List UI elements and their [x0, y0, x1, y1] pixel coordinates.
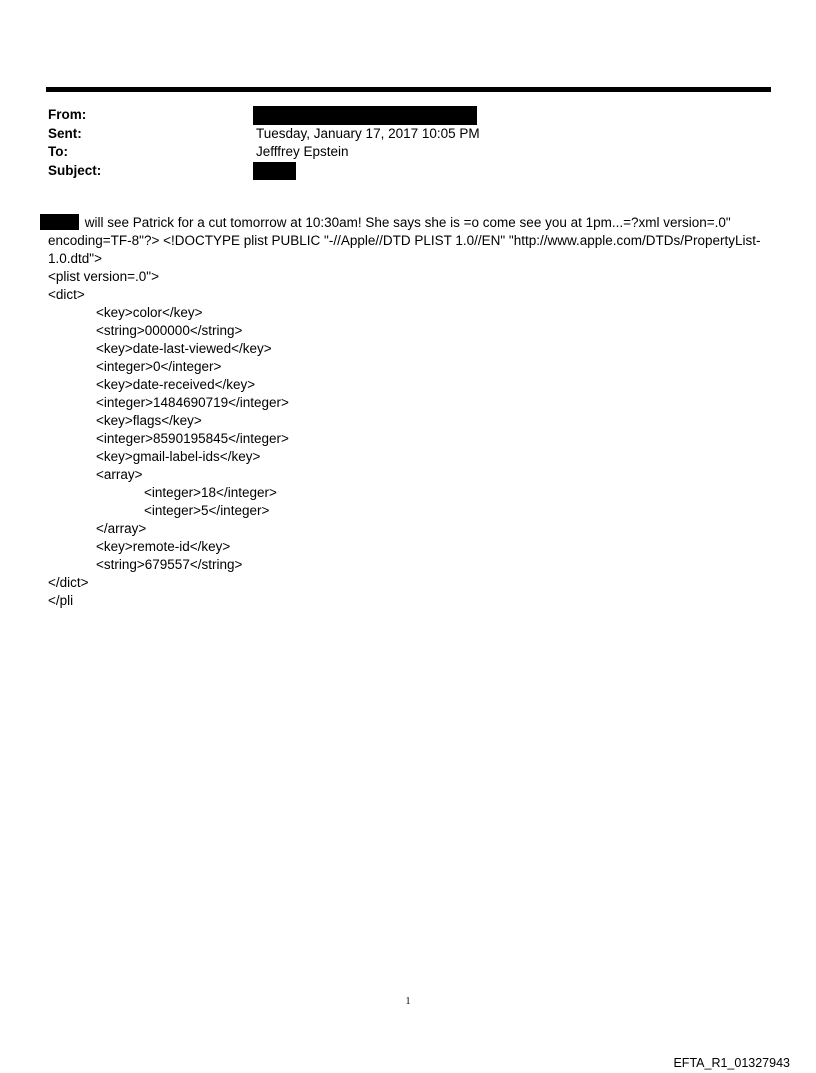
body-line: <integer>0</integer>	[96, 359, 222, 374]
sent-row	[48, 125, 748, 144]
page-number: 1	[405, 996, 411, 1007]
body-line: </pli	[48, 593, 74, 608]
body-line: <key>remote-id</key>	[96, 539, 231, 554]
body-line: <dict>	[48, 287, 85, 302]
body-line: <integer>1484690719</integer>	[96, 395, 289, 410]
body-line	[48, 214, 778, 232]
header-rule	[46, 87, 771, 92]
body-line: </array>	[96, 521, 147, 536]
body-line: <key>flags</key>	[96, 413, 202, 428]
body-line: <key>date-received</key>	[96, 377, 256, 392]
body-line: <integer>8590195845</integer>	[96, 431, 289, 446]
body-line: <key>gmail-label-ids</key>	[96, 449, 261, 464]
body-line: <integer>5</integer>	[144, 503, 270, 518]
document-id: EFTA_R1_01327943	[673, 1056, 790, 1070]
body-text: will see Patrick for a cut tomorrow at 10:30am! She says she is =o come see you at 1pm...=?xml version=.0"	[81, 215, 731, 230]
body-line: <string>000000</string>	[96, 323, 243, 338]
body-line: <plist version=.0">	[48, 269, 159, 284]
email-header	[48, 106, 748, 180]
redacted-sender	[253, 106, 477, 125]
redacted-subject	[253, 162, 296, 180]
body-line: encoding=TF-8"?> <!DOCTYPE plist PUBLIC "-//Apple//DTD PLIST 1.0//EN" "http://www.apple.com/DTDs/PropertyList-	[48, 233, 761, 248]
to-row	[48, 143, 748, 162]
body-line: <array>	[96, 467, 143, 482]
body-line: 1.0.dtd">	[48, 251, 102, 266]
email-body	[48, 214, 778, 610]
redacted-name	[40, 214, 79, 230]
body-line: <integer>18</integer>	[144, 485, 277, 500]
subject-row	[48, 162, 748, 181]
to-value: Jefffrey Epstein	[256, 144, 349, 159]
body-line: </dict>	[48, 575, 89, 590]
from-label: From:	[48, 107, 87, 122]
from-row	[48, 106, 748, 125]
to-label: To:	[48, 144, 68, 159]
sent-value: Tuesday, January 17, 2017 10:05 PM	[256, 125, 480, 141]
body-line: <key>color</key>	[96, 305, 203, 320]
body-line: <string>679557</string>	[96, 557, 243, 572]
body-line: <key>date-last-viewed</key>	[96, 341, 272, 356]
subject-label: Subject:	[48, 162, 102, 178]
sent-label: Sent:	[48, 125, 82, 141]
